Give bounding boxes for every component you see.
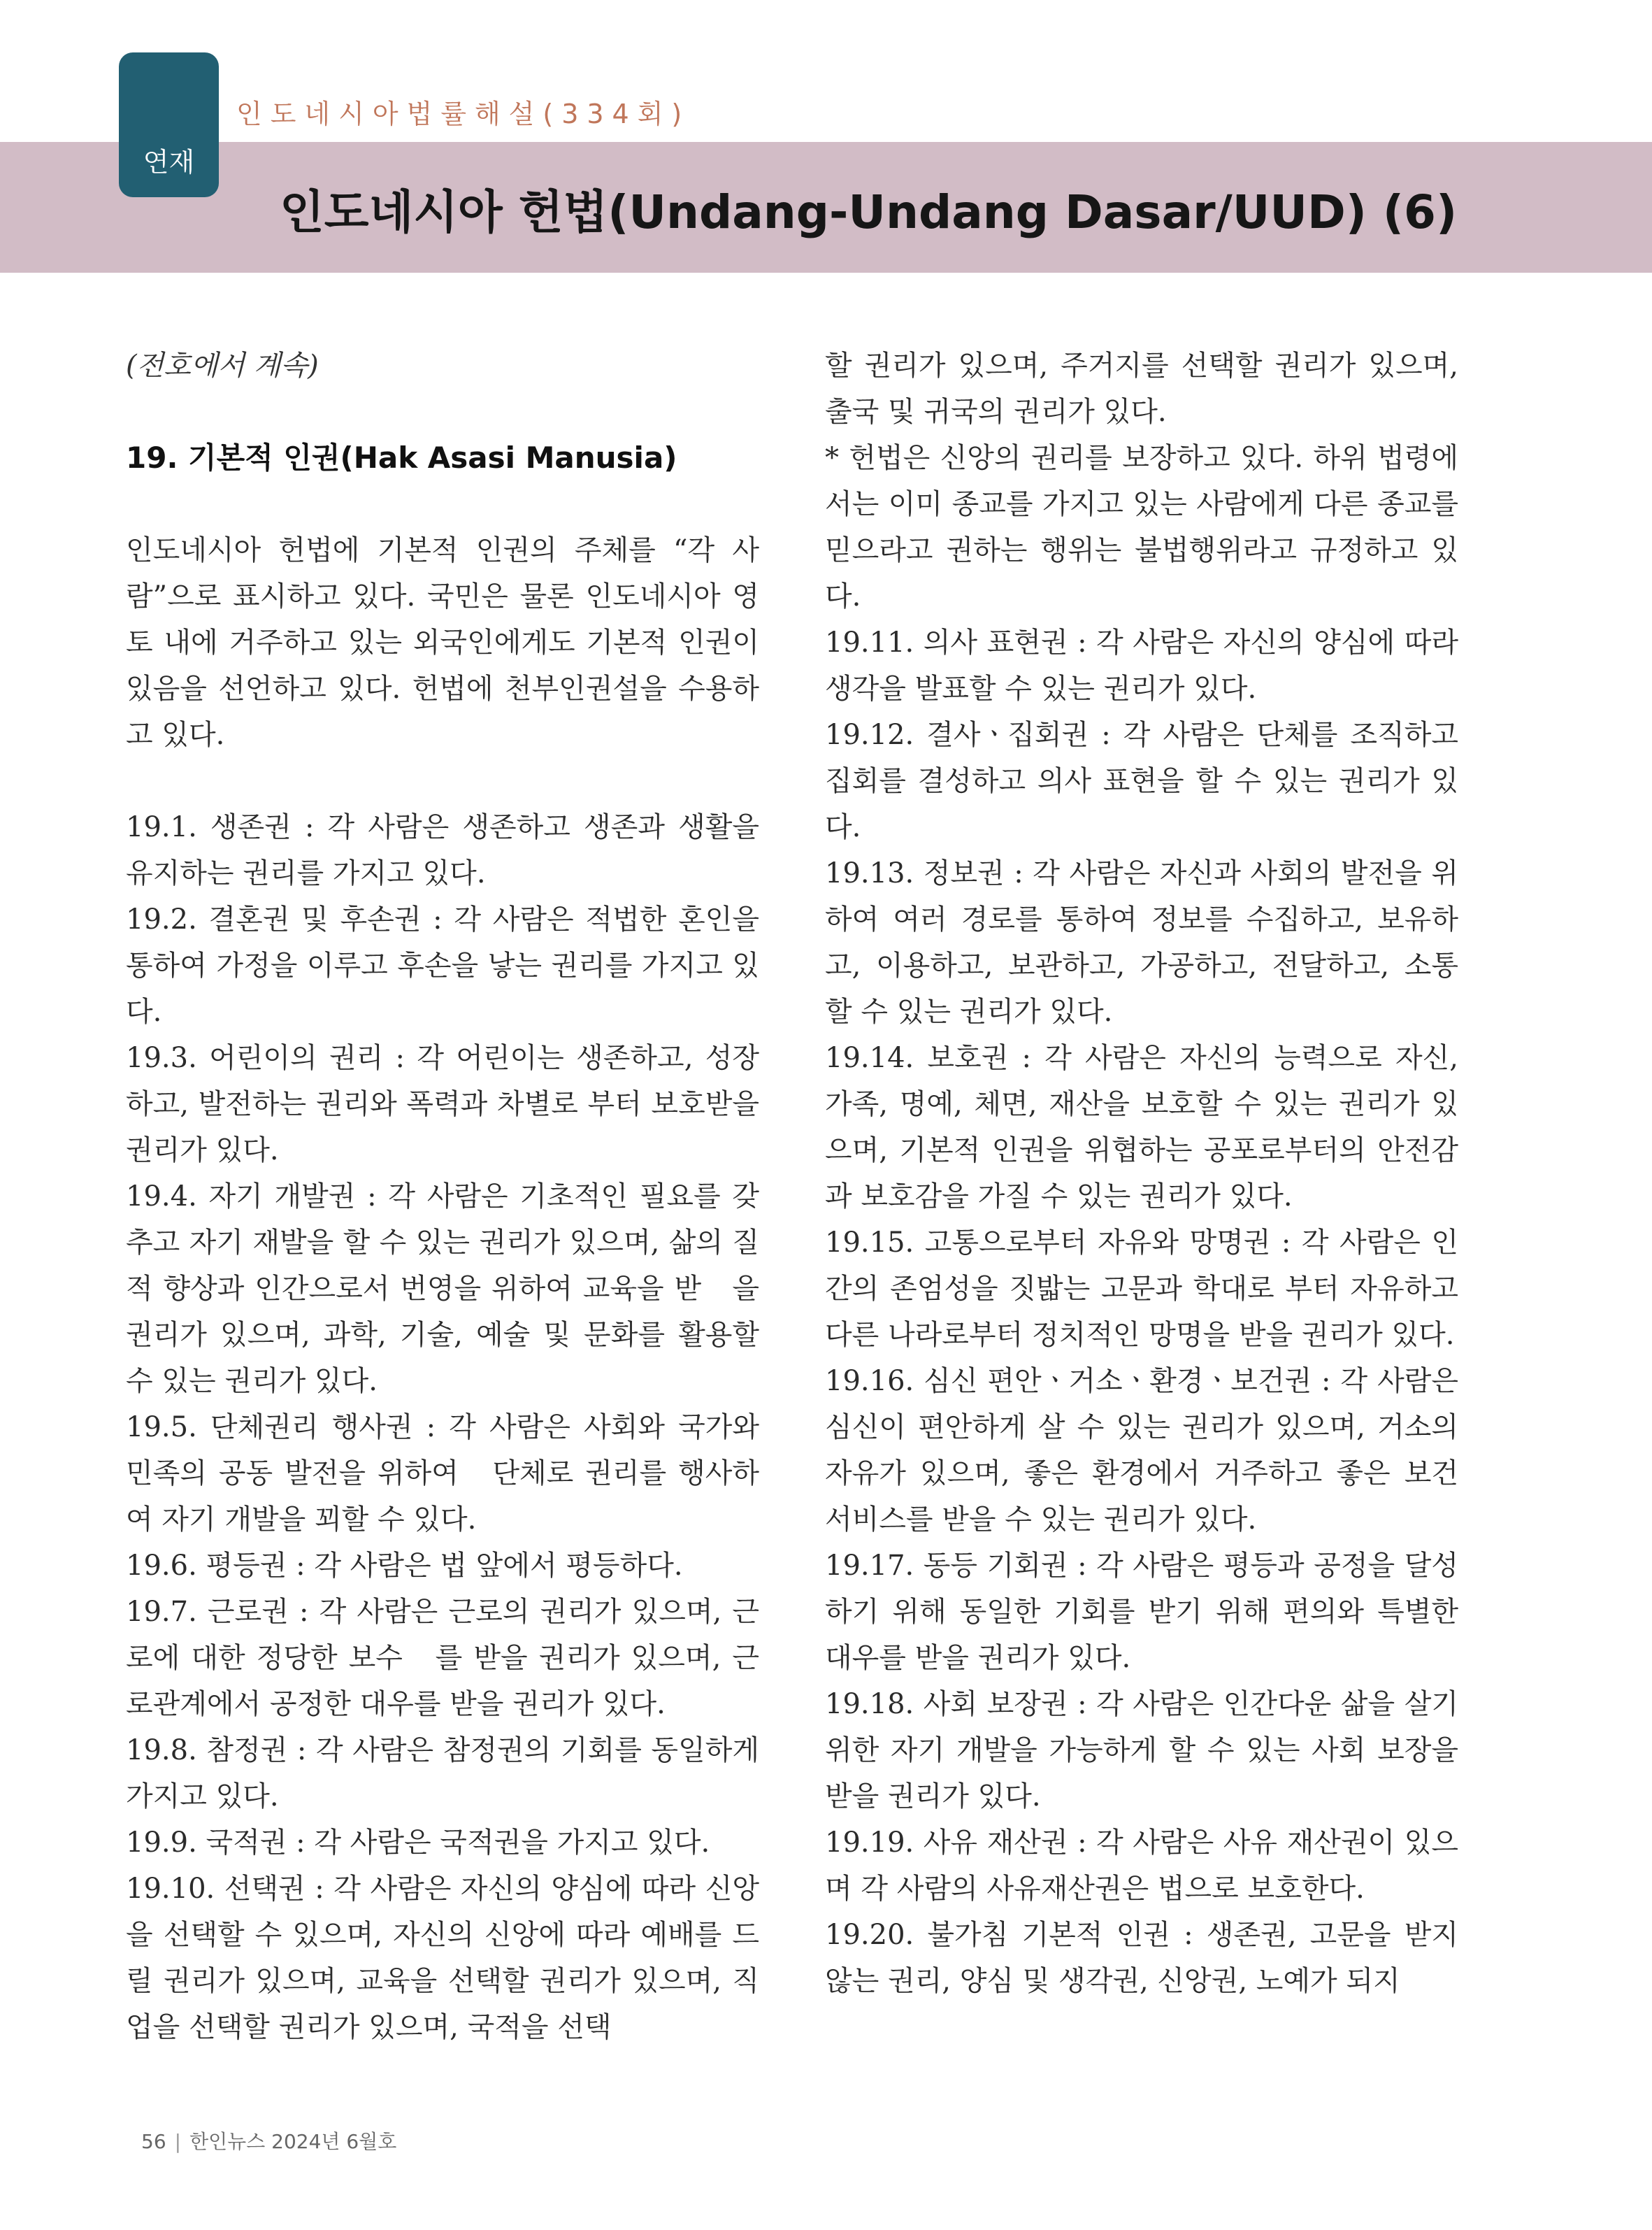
note-paragraph: * 헌법은 신앙의 권리를 보장하고 있다. 하위 법령에서는 이미 종교를 가지고 있는 사람에게 다른 종교를 믿으라고 권하는 행위는 불법행위라고 규정하고 있다. bbox=[825, 442, 1458, 613]
list-item: 19.6. 평등권 : 각 사람은 법 앞에서 평등하다. bbox=[126, 1550, 683, 1582]
list-item: 19.1. 생존권 : 각 사람은 생존하고 생존과 생활을 유지하는 권리를 가지고 있다. bbox=[126, 811, 759, 889]
right-column bbox=[825, 343, 1486, 2004]
article-title: 인도네시아 헌법(Undang-Undang Dasar/UUD) (6) bbox=[280, 185, 1458, 239]
intro-paragraph: 인도네시아 헌법에 기본적 인권의 주체를 “각 사람”으로 표시하고 있다. 국민은 물론 인도네시아 영토 내에 거주하고 있는 외국인에게도 기본적 인권이 있음을 선언하고 있다. 헌법에 천부인권설을 수용하고 있다. bbox=[126, 534, 759, 751]
list-item: 19.11. 의사 표현권 : 각 사람은 자신의 양심에 따라 생각을 발표할 수 있는 권리가 있다. bbox=[825, 627, 1458, 705]
list-item: 19.5. 단체권리 행사권 : 각 사람은 사회와 국가와 민족의 공동 발전을 위하여 단체로 권리를 행사하여 자기 개발을 꾀할 수 있다. bbox=[126, 1411, 759, 1536]
continued-note: (전호에서 계속) bbox=[126, 350, 319, 382]
list-item: 19.16. 심신 편안ㆍ거소ㆍ환경ㆍ보건권 : 각 사람은 심신이 편안하게 살 수 있는 권리가 있으며, 거소의 자유가 있으며, 좋은 환경에서 거주하고 좋은 보건 서비스를 받을 수 있는 권리가 있다. bbox=[825, 1365, 1458, 1536]
footer-separator: | bbox=[174, 2130, 182, 2153]
list-item: 19.14. 보호권 : 각 사람은 자신의 능력으로 자신, 가족, 명예, 체면, 재산을 보호할 수 있는 권리가 있으며, 기본적 인권을 위협하는 공포로부터의 안전감과 보호감을 가질 수 있는 권리가 있다. bbox=[825, 1042, 1458, 1213]
page-footer bbox=[141, 2127, 396, 2154]
section-heading: 19. 기본적 인권(Hak Asasi Manusia) bbox=[126, 441, 677, 475]
list-item: 19.19. 사유 재산권 : 각 사람은 사유 재산권이 있으며 각 사람의 사유재산권은 법으로 보호한다. bbox=[825, 1827, 1458, 1905]
list-item: 19.2. 결혼권 및 후손권 : 각 사람은 적법한 혼인을 통하여 가정을 이루고 후손을 낳는 권리를 가지고 있다. bbox=[126, 903, 759, 1028]
list-item: 19.8. 참정권 : 각 사람은 참정권의 기회를 동일하게 가지고 있다. bbox=[126, 1734, 759, 1813]
list-item: 19.15. 고통으로부터 자유와 망명권 : 각 사람은 인간의 존엄성을 짓밟는 고문과 학대로 부터 자유하고 다른 나라로부터 정치적인 망명을 받을 권리가 있다. bbox=[825, 1227, 1458, 1351]
left-column bbox=[126, 343, 759, 2050]
list-item: 19.18. 사회 보장권 : 각 사람은 인간다운 삶을 살기위한 자기 개발을 가능하게 할 수 있는 사회 보장을 받을 권리가 있다. bbox=[825, 1688, 1458, 1813]
issue-label: 한인뉴스 2024년 6월호 bbox=[189, 2130, 397, 2153]
list-item: 19.17. 동등 기회권 : 각 사람은 평등과 공정을 달성하기 위해 동일한 기회를 받기 위해 편의와 특별한 대우를 받을 권리가 있다. bbox=[825, 1550, 1458, 1674]
series-tab-label: 연재 bbox=[143, 147, 195, 178]
list-item: 할 권리가 있으며, 주거지를 선택할 권리가 있으며, 출국 및 귀국의 권리가 있다. bbox=[825, 350, 1458, 428]
list-item: 19.3. 어린이의 권리 : 각 어린이는 생존하고, 성장하고, 발전하는 권리와 폭력과 차별로 부터 보호받을 권리가 있다. bbox=[126, 1042, 759, 1166]
list-item: 19.12. 결사ㆍ집회권 : 각 사람은 단체를 조직하고 집회를 결성하고 의사 표현을 할 수 있는 권리가 있다. bbox=[825, 719, 1458, 843]
list-item: 19.9. 국적권 : 각 사람은 국적권을 가지고 있다. bbox=[126, 1827, 710, 1859]
list-item: 19.20. 불가침 기본적 인권 : 생존권, 고문을 받지 않는 권리, 양심 및 생각권, 신앙권, 노예가 되지 bbox=[825, 1919, 1458, 1997]
series-kicker: 인도네시아법률해설(334회) bbox=[236, 99, 691, 129]
list-item: 19.10. 선택권 : 각 사람은 자신의 양심에 따라 신앙을 선택할 수 있으며, 자신의 신앙에 따라 예배를 드릴 권리가 있으며, 교육을 선택할 권리가 있으며, 직업을 선택할 권리가 있으며, 국적을 선택 bbox=[126, 1873, 759, 2043]
page-number: 56 bbox=[141, 2130, 166, 2153]
series-tab bbox=[119, 52, 219, 197]
list-item: 19.13. 정보권 : 각 사람은 자신과 사회의 발전을 위하여 여러 경로를 통하여 정보를 수집하고, 보유하고, 이용하고, 보관하고, 가공하고, 전달하고, 소통 할 수 있는 권리가 있다. bbox=[825, 857, 1486, 1028]
list-item: 19.4. 자기 개발권 : 각 사람은 기초적인 필요를 갖추고 자기 재발을 할 수 있는 권리가 있으며, 삶의 질적 향상과 인간으로서 번영을 위하여 교육을 받 을 권리가 있으며, 과학, 기술, 예술 및 문화를 활용할 수 있는 권리가 있다. bbox=[126, 1180, 759, 1397]
list-item: 19.7. 근로권 : 각 사람은 근로의 권리가 있으며, 근로에 대한 정당한 보수 를 받을 권리가 있으며, 근로관계에서 공정한 대우를 받을 권리가 있다. bbox=[126, 1596, 759, 1720]
